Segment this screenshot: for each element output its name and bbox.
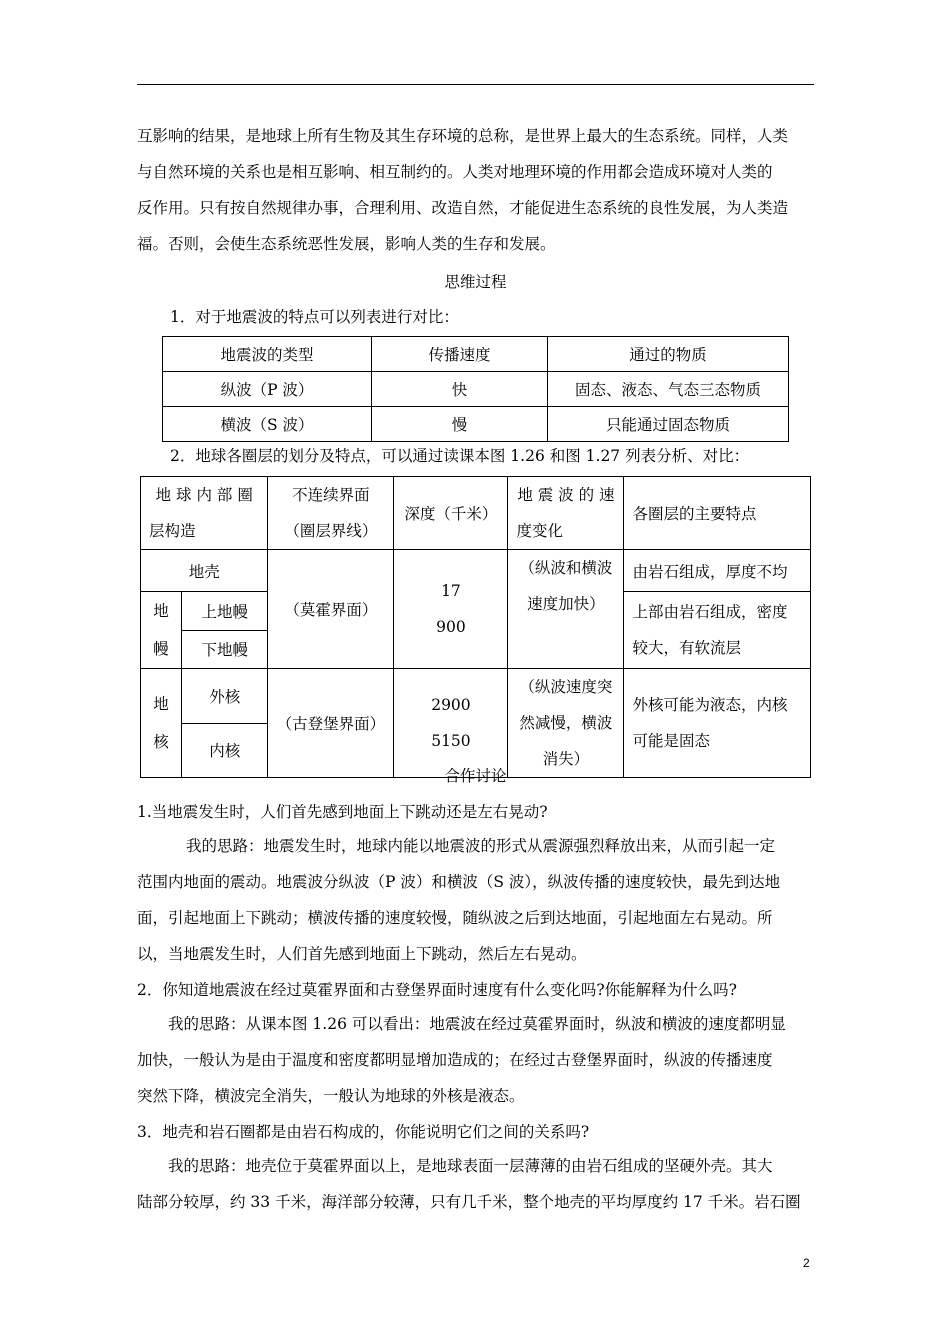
layer-outer-core: 外核 — [182, 669, 268, 724]
answer-line: 范围内地面的震动。地震波分纵波（P 波）和横波（S 波），纵波传播的速度较快，最先到达地 — [137, 873, 781, 891]
answer-line: 我的思路：地壳位于莫霍界面以上，是地球表面一层薄薄的由岩石组成的坚硬外壳。其大 — [168, 1157, 773, 1175]
feature-mantle — [624, 592, 811, 669]
table-cell: 只能通过固态物质 — [548, 407, 789, 442]
layer-mantle — [141, 592, 182, 669]
question-1: 1.当地震发生时，人们首先感到地面上下跳动还是左右晃动? — [137, 803, 548, 821]
answer-2 — [137, 1006, 814, 1114]
question-3: 3．地壳和岩石圈都是由岩石构成的，你能说明它们之间的关系吗? — [137, 1123, 590, 1141]
table-header: 传播速度 — [372, 337, 548, 372]
feature-line: 较大，有软流层 — [632, 639, 741, 657]
speed-line: 速度加快） — [527, 595, 605, 613]
table-row — [141, 669, 811, 724]
intro-line: 反作用。只有按自然规律办事，合理利用、改造自然，才能促进生态系统的良性发展，为人类造 — [137, 199, 789, 217]
speed-change-1 — [508, 550, 624, 669]
header-line: 地 球 内 部 圈 — [155, 486, 253, 504]
earth-layers-table — [140, 476, 811, 778]
feature-crust: 由岩石组成，厚度不均 — [624, 550, 811, 592]
table-row — [163, 407, 789, 442]
question-2: 2．你知道地震波在经过莫霍界面和古登堡界面时速度有什么变化吗?你能解释为什么吗? — [137, 981, 737, 999]
layer-crust: 地壳 — [141, 550, 268, 592]
answer-line: 陆部分较厚，约 33 千米，海洋部分较薄，只有几千米，整个地壳的平均厚度约 17 千米。岩石圈 — [137, 1193, 801, 1211]
table-row — [163, 337, 789, 372]
point-1: 1．对于地震波的特点可以列表进行对比： — [170, 308, 459, 326]
table-cell: 慢 — [372, 407, 548, 442]
table-row — [141, 550, 811, 592]
intro-line: 福。否则，会使生态系统恶性发展，影响人类的生存和发展。 — [137, 235, 556, 253]
table-header: 地震波的类型 — [163, 337, 372, 372]
section-title-thinking: 思维过程 — [444, 273, 507, 291]
speed-line: 然减慢，横波 — [519, 714, 613, 732]
page-number: 2 — [803, 1256, 810, 1270]
intro-line: 互影响的结果，是地球上所有生物及其生存环境的总称，是世界上最大的生态系统。同样，人类 — [137, 127, 789, 145]
answer-line: 面，引起地面上下跳动；横波传播的速度较慢，随纵波之后到达地面，引起地面左右晃动。所 — [137, 909, 773, 927]
layer-core — [141, 669, 182, 778]
table-row — [163, 372, 789, 407]
speed-line: （纵波和横波 — [519, 559, 613, 577]
answer-3 — [137, 1148, 814, 1220]
speed-line: 消失） — [542, 750, 590, 768]
feature-line: 可能是固态 — [632, 732, 710, 750]
depth-value: 17 — [441, 582, 461, 600]
vertical-char: 核 — [153, 733, 169, 751]
table-header — [508, 477, 624, 550]
table-cell: 纵波（P 波） — [163, 372, 372, 407]
header-line: 度变化 — [516, 522, 563, 540]
feature-core — [624, 669, 811, 778]
table-cell: 固态、液态、气态三态物质 — [548, 372, 789, 407]
answer-line: 我的思路：从课本图 1.26 可以看出：地震波在经过莫霍界面时，纵波和横波的速度都明显 — [168, 1015, 786, 1033]
answer-line: 突然下降，横波完全消失，一般认为地球的外核是液态。 — [137, 1087, 525, 1105]
answer-line: 我的思路：地震发生时，地球内能以地震波的形式从震源强烈释放出来，从而引起一定 — [186, 837, 776, 855]
vertical-char: 地 — [153, 602, 169, 620]
table-header: 通过的物质 — [548, 337, 789, 372]
layer-inner-core: 内核 — [182, 723, 268, 778]
header-rule — [137, 84, 814, 85]
depth-value: 5150 — [431, 732, 471, 750]
header-line: 地 震 波 的 速 — [517, 486, 615, 504]
header-line: 层构造 — [149, 522, 196, 540]
speed-change-2 — [508, 669, 624, 778]
depth-group-2 — [394, 669, 508, 778]
table-header — [141, 477, 268, 550]
layer-upper-mantle: 上地幔 — [182, 592, 268, 631]
table-cell: 横波（S 波） — [163, 407, 372, 442]
vertical-char: 幔 — [153, 640, 169, 658]
feature-line: 外核可能为液态，内核 — [632, 696, 788, 714]
feature-line: 上部由岩石组成，密度 — [632, 603, 788, 621]
seismic-wave-table — [162, 336, 789, 442]
answer-line: 以，当地震发生时，人们首先感到地面上下跳动，然后左右晃动。 — [137, 945, 587, 963]
intro-line: 与自然环境的关系也是相互影响、相互制约的。人类对地理环境的作用都会造成环境对人类的 — [137, 163, 773, 181]
boundary-gutenberg: （古登堡界面） — [268, 669, 394, 778]
point-2: 2．地球各圈层的划分及特点，可以通过读课本图 1.26 和图 1.27 列表分析、对比： — [170, 447, 750, 465]
table-header — [268, 477, 394, 550]
depth-group-1 — [394, 550, 508, 669]
header-line: 不连续界面 — [292, 486, 370, 504]
answer-1 — [137, 828, 814, 972]
table-header: 各圈层的主要特点 — [624, 477, 811, 550]
table-header: 深度（千米） — [394, 477, 508, 550]
answer-line: 加快，一般认为是由于温度和密度都明显增加造成的；在经过古登堡界面时，纵波的传播速度 — [137, 1051, 773, 1069]
table-cell: 快 — [372, 372, 548, 407]
depth-value: 2900 — [431, 696, 471, 714]
speed-line: （纵波速度突 — [519, 678, 613, 696]
intro-paragraph — [137, 118, 814, 262]
vertical-char: 地 — [153, 695, 169, 713]
depth-value: 900 — [436, 618, 466, 636]
boundary-moho: （莫霍界面） — [268, 550, 394, 669]
table-row — [141, 477, 811, 550]
header-line: （圈层界线） — [284, 522, 378, 540]
layer-lower-mantle: 下地幔 — [182, 630, 268, 669]
section-title-discussion: 合作讨论 — [444, 767, 507, 785]
